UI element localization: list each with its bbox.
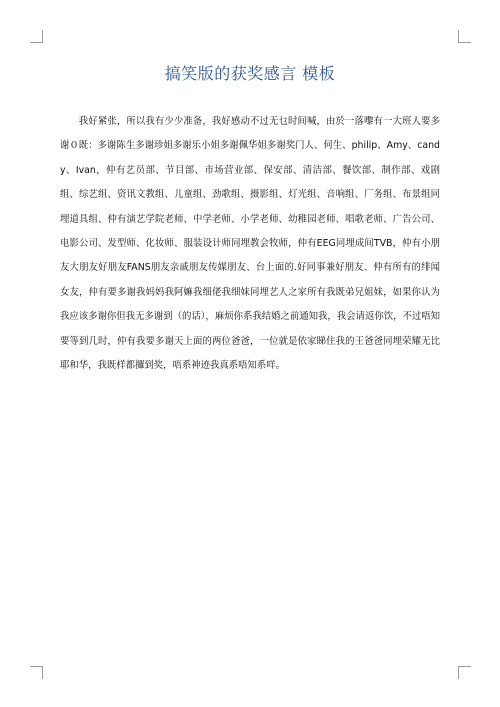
crop-mark-top-left — [30, 30, 43, 43]
body-paragraph: 我好紧张，所以我有少少准备，我好感动不过无乜时间喊，由於一落嚟有一大班人要多谢０既：多谢陈生多谢珍姐多谢乐小姐多谢佩华姐多谢奖门人、何生、philip、Amy、candy、Ivan，仲有艺员部、节目部、市场营业部、保安部、清洁部、餐饮部、制作部、戏剧组、综艺组、资讯文教组、儿童组、劲歌组、摄影组、灯光组、音响组、厂务组、布景组同埋道具组、仲有演艺学院老师、中学老师、小学老师、幼稚园老师、唱歌老师、广告公司、电影公司、发型师、化妆师、服装设计师同埋教会牧师，仲有EEG同埋成间TVB，仲有小朋友大朋友好朋友FANS朋友亲戚朋友传媒朋友、台上面的.好同事兼好朋友、仲有所有的绯闻女友，仲有要多谢我妈妈我阿嫲我细佬我细妹同埋艺人之家所有我既弟兄姐妹，如果你认为我应该多谢你但我无多谢到（的话），麻烦你系我结婚之前通知我，我会请返你饮，不过唔知要等到几时，仲有我要多谢天上面的两位爸爸，一位就是依家睇住我的王爸爸同埋荣耀无比耶和华，我既样都攞到奖，唔系神迹我真系唔知系咩。 — [60, 116, 440, 372]
crop-mark-bottom-left — [30, 666, 43, 679]
crop-mark-top-right — [458, 30, 471, 43]
crop-mark-bottom-right — [458, 666, 471, 679]
document-title: 搞笑版的获奖感言 模板 — [164, 64, 336, 83]
